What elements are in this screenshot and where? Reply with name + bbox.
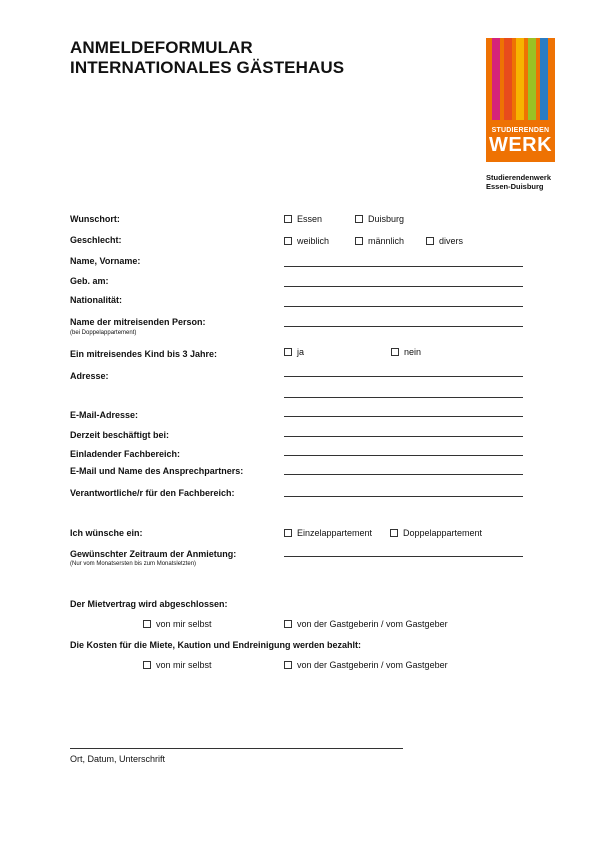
- checkbox-duisburg[interactable]: Duisburg: [355, 214, 404, 224]
- checkbox-mietvertrag-selbst[interactable]: von mir selbst: [143, 619, 212, 629]
- label-name: Name, Vorname:: [70, 256, 141, 266]
- label-adresse: Adresse:: [70, 371, 109, 381]
- logo-stripe-4: [528, 38, 536, 120]
- signature-label: Ort, Datum, Unterschrift: [70, 754, 166, 764]
- label-wunsch: Ich wünsche ein:: [70, 528, 143, 538]
- organization-name: Studierendenwerk Essen-Duisburg: [486, 173, 552, 191]
- nationality-field[interactable]: [284, 306, 523, 307]
- checkbox-icon[interactable]: [284, 348, 292, 356]
- label-beschaeftigt: Derzeit beschäftigt bei:: [70, 430, 170, 440]
- checkbox-icon[interactable]: [284, 215, 292, 223]
- label-mietvertrag: Der Mietvertrag wird abgeschlossen:: [70, 599, 228, 609]
- checkbox-kosten-selbst[interactable]: von mir selbst: [143, 660, 212, 670]
- sublabel-doppelappartement: (bei Doppelappartement): [70, 330, 137, 336]
- checkbox-icon[interactable]: [355, 237, 363, 245]
- checkbox-icon[interactable]: [390, 529, 398, 537]
- contact-person-field[interactable]: [284, 474, 523, 475]
- name-field[interactable]: [284, 266, 523, 267]
- responsible-person-field[interactable]: [284, 496, 523, 497]
- label-kosten: Die Kosten für die Miete, Kaution und Endreinigung werden bezahlt:: [70, 640, 362, 650]
- checkbox-essen[interactable]: Essen: [284, 214, 322, 224]
- logo-stripe-5: [540, 38, 548, 120]
- checkbox-einzelappartement[interactable]: Einzelappartement: [284, 528, 372, 538]
- checkbox-icon[interactable]: [355, 215, 363, 223]
- checkbox-doppelappartement[interactable]: Doppelappartement: [390, 528, 482, 538]
- rental-period-field[interactable]: [284, 556, 523, 557]
- checkbox-icon[interactable]: [284, 620, 292, 628]
- checkbox-divers[interactable]: divers: [426, 236, 463, 246]
- employer-field[interactable]: [284, 436, 523, 437]
- checkbox-icon[interactable]: [143, 620, 151, 628]
- label-email: E-Mail-Adresse:: [70, 410, 139, 420]
- checkbox-mietvertrag-gastgeber[interactable]: von der Gastgeberin / vom Gastgeber: [284, 619, 448, 629]
- label-wunschort: Wunschort:: [70, 214, 120, 224]
- logo-stripe-2: [504, 38, 512, 120]
- checkbox-ja[interactable]: ja: [284, 347, 304, 357]
- title-line-2: INTERNATIONALES GÄSTEHAUS: [70, 58, 345, 77]
- label-verantwortliche: Verantwortliche/r für den Fachbereich:: [70, 488, 235, 498]
- checkbox-icon[interactable]: [284, 237, 292, 245]
- checkbox-maennlich[interactable]: männlich: [355, 236, 404, 246]
- logo-stripe-1: [492, 38, 500, 120]
- logo-big-text: WERK: [488, 134, 553, 156]
- label-ansprechpartner: E-Mail und Name des Ansprechpartners:: [70, 466, 244, 476]
- checkbox-icon[interactable]: [426, 237, 434, 245]
- companion-field[interactable]: [284, 326, 523, 327]
- sublabel-zeitraum: (Nur vom Monatsersten bis zum Monatsletzten): [70, 561, 197, 567]
- logo-small-text: STUDIERENDEN: [491, 127, 550, 134]
- label-geschlecht: Geschlecht:: [70, 235, 122, 245]
- title-line-1: ANMELDEFORMULAR: [70, 38, 253, 57]
- logo-stripe-3: [516, 38, 524, 120]
- label-nationalitaet: Nationalität:: [70, 295, 123, 305]
- birthdate-field[interactable]: [284, 286, 523, 287]
- email-field[interactable]: [284, 416, 523, 417]
- checkbox-kosten-gastgeber[interactable]: von der Gastgeberin / vom Gastgeber: [284, 660, 448, 670]
- signature-line[interactable]: [70, 748, 403, 749]
- address-field-line-1[interactable]: [284, 376, 523, 377]
- studierendenwerk-logo: [486, 38, 555, 162]
- checkbox-weiblich[interactable]: weiblich: [284, 236, 329, 246]
- label-kind: Ein mitreisendes Kind bis 3 Jahre:: [70, 349, 218, 359]
- checkbox-icon[interactable]: [143, 661, 151, 669]
- page-title: [70, 38, 344, 78]
- checkbox-icon[interactable]: [391, 348, 399, 356]
- checkbox-icon[interactable]: [284, 661, 292, 669]
- label-geburtsdatum: Geb. am:: [70, 276, 109, 286]
- checkbox-nein[interactable]: nein: [391, 347, 421, 357]
- checkbox-icon[interactable]: [284, 529, 292, 537]
- department-field[interactable]: [284, 455, 523, 456]
- label-zeitraum: Gewünschter Zeitraum der Anmietung:: [70, 549, 237, 559]
- label-fachbereich: Einladender Fachbereich:: [70, 449, 181, 459]
- label-mitreisende-person: Name der mitreisenden Person:: [70, 317, 206, 327]
- address-field-line-2[interactable]: [284, 397, 523, 398]
